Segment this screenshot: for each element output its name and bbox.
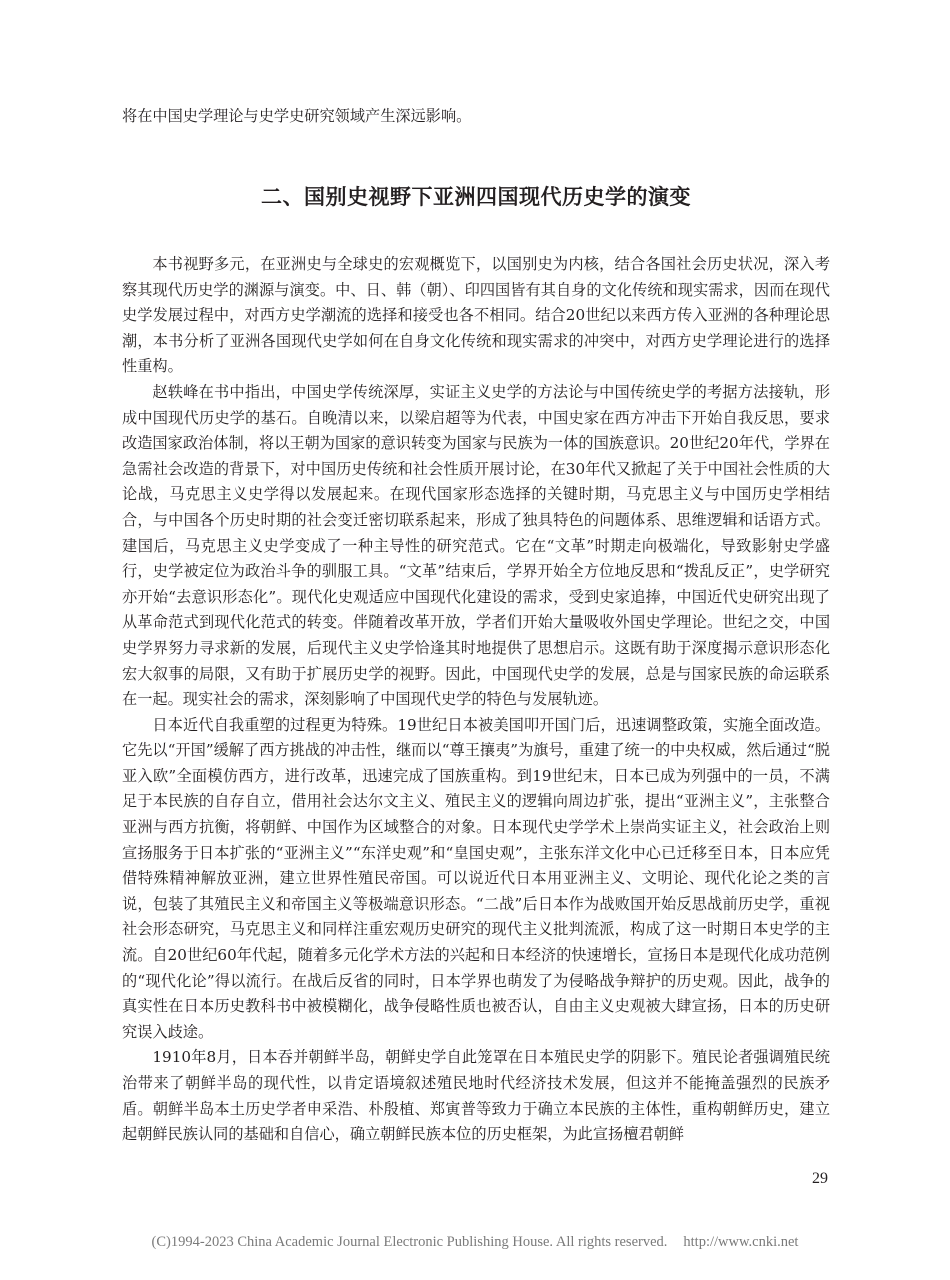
page-body: [122, 104, 830, 1148]
footer: [0, 1234, 950, 1251]
paragraph-china: 赵轶峰在书中指出，中国史学传统深厚，实证主义史学的方法论与中国传统史学的考据方法接轨，形成中国现代历史学的基石。自晚清以来，以梁启超等为代表，中国史家在西方冲击下开始自我反思，要求改造国家政治体制，将以王朝为国家的意识转变为国家与民族为一体的国族意识。20世纪20年代，学界在急需社会改造的背景下，对中国历史传统和社会性质开展讨论，在30年代又掀起了关于中国社会性质的大论战，马克思主义史学得以发展起来。在现代国家形态选择的关键时期，马克思主义与中国历史学相结合，与中国各个历史时期的社会变迁密切联系起来，形成了独具特色的问题体系、思维逻辑和话语方式。建国后，马克思主义史学变成了一种主导性的研究范式。它在“文革”时期走向极端化，导致影射史学盛行，史学被定位为政治斗争的驯服工具。“文革”结束后，学界开始全方位地反思和“拨乱反正”，史学研究亦开始“去意识形态化”。现代化史观适应中国现代化建设的需求，受到史家追捧，中国近代史研究出现了从革命范式到现代化范式的转变。伴随着改革开放，学者们开始大量吸收外国史学理论。世纪之交，中国史学界努力寻求新的发展，后现代主义史学恰逢其时地提供了思想启示。这既有助于深度揭示意识形态化宏大叙事的局限，又有助于扩展历史学的视野。因此，中国现代史学的发展，总是与国家民族的命运联系在一起。现实社会的需求，深刻影响了中国现代史学的特色与发展轨迹。: [122, 382, 830, 709]
paragraph-korea: 1910年8月，日本吞并朝鲜半岛，朝鲜史学自此笼罩在日本殖民史学的阴影下。殖民论者强调殖民统治带来了朝鲜半岛的现代性，以肯定语境叙述殖民地时代经济技术发展，但这并不能掩盖强烈的民族矛盾。朝鲜半岛本土历史学者申采浩、朴殷植、郑寅普等致力于确立本民族的主体性，重构朝鲜历史，建立起朝鲜民族认同的基础和自信心，确立朝鲜民族本位的历史框架，为此宣扬檀君朝鲜: [122, 1048, 830, 1144]
footer-url-link[interactable]: http://www.cnki.net: [683, 1234, 799, 1250]
page-number: 29: [812, 1170, 828, 1187]
footer-copyright: (C)1994-2023 China Academic Journal Electronic Publishing House. All rights reserved.: [151, 1234, 668, 1250]
section-title: 二、国别史视野下亚洲四国现代历史学的演变: [261, 185, 691, 209]
paragraph-overview: 本书视野多元，在亚洲史与全球史的宏观概览下，以国别史为内核，结合各国社会历史状况，深入考察其现代历史学的渊源与演变。中、日、韩（朝）、印四国皆有其自身的文化传统和现实需求，因而在现代史学发展过程中，对西方史学潮流的选择和接受也各不相同。结合20世纪以来西方传入亚洲的各种理论思潮，本书分析了亚洲各国现代史学如何在自身文化传统和现实需求的冲突中，对西方史学理论进行的选择性重构。: [122, 255, 830, 376]
paragraph-japan: 日本近代自我重塑的过程更为特殊。19世纪日本被美国叩开国门后，迅速调整政策，实施全面改造。它先以“开国”缓解了西方挑战的冲击性，继而以“尊王攘夷”为旗号，重建了统一的中央权威，然后通过“脱亚入欧”全面模仿西方，进行改革，迅速完成了国族重构。到19世纪末，日本已成为列强中的一员，不满足于本民族的自存自立，借用社会达尔文主义、殖民主义的逻辑向周边扩张，提出“亚洲主义”，主张整合亚洲与西方抗衡，将朝鲜、中国作为区域整合的对象。日本现代史学学术上崇尚实证主义，社会政治上则宣扬服务于日本扩张的“亚洲主义”“东洋史观”和“皇国史观”，主张东洋文化中心已迁移至日本，日本应凭借特殊精神解放亚洲，建立世界性殖民帝国。可以说近代日本用亚洲主义、文明论、现代化论之类的言说，包装了其殖民主义和帝国主义等极端意识形态。“二战”后日本作为战败国开始反思战前历史学，重视社会形态研究，马克思主义和同样注重宏观历史研究的现代主义批判流派，构成了这一时期日本史学的主流。自20世纪60年代起，随着多元化学术方法的兴起和日本经济的快速增长，宣扬日本是现代化成功范例的“现代化论”得以流行。在战后反省的同时，日本学界也萌发了为侵略战争辩护的历史观。因此，战争的真实性在日本历史教科书中被模糊化，战争侵略性质也被否认，自由主义史观被大肆宣扬，日本的历史研究误入歧途。: [122, 715, 830, 1041]
lead-line: 将在中国史学理论与史学史研究领域产生深远影响。: [122, 107, 472, 125]
